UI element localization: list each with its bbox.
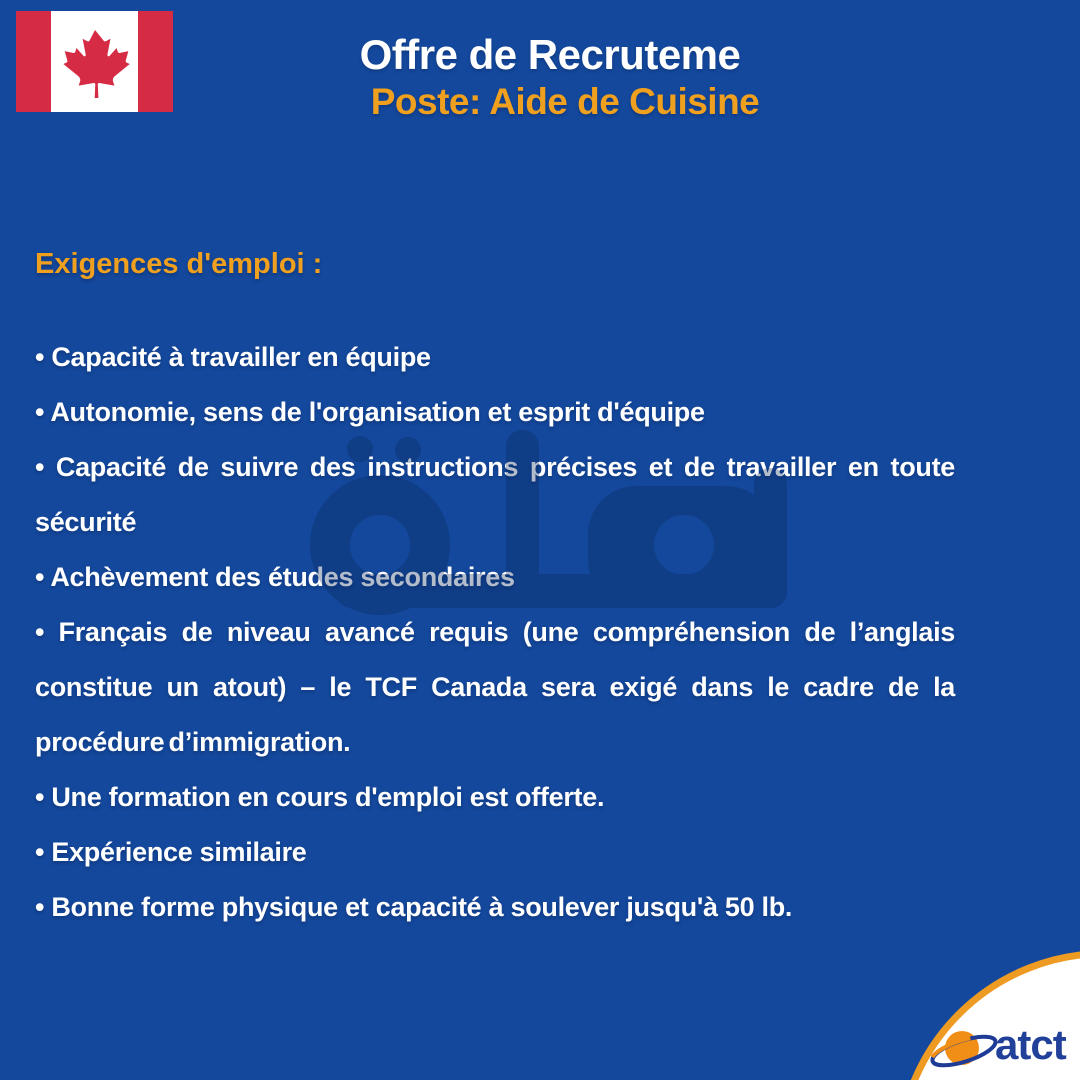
list-item-text: Autonomie, sens de l'organisation et esprit d'équipe xyxy=(50,397,705,427)
flag-red-band-left xyxy=(16,11,51,112)
list-item-text: Une formation en cours d'emploi est offerte. xyxy=(51,782,605,812)
requirements-list xyxy=(35,330,955,935)
list-item xyxy=(35,770,955,825)
bullet-glyph: • xyxy=(35,342,45,372)
header xyxy=(120,30,980,124)
list-item xyxy=(35,825,955,880)
bullet-glyph: • xyxy=(35,452,45,482)
bullet-glyph: • xyxy=(35,782,45,812)
list-item xyxy=(35,550,955,605)
list-item-text: Français de niveau avancé requis (une compréhension de l’anglais constitue un atout) – le TCF Canada sera exigé dans le cadre de la procédure d’immigration. xyxy=(35,617,955,757)
list-item xyxy=(35,385,955,440)
bullet-glyph: • xyxy=(35,562,45,592)
page-subtitle: Poste: Aide de Cuisine xyxy=(370,81,760,122)
bullet-glyph: • xyxy=(35,397,45,427)
page-title: Offre de Recruteme xyxy=(359,31,741,78)
section-heading: Exigences d'emploi : xyxy=(35,248,323,280)
list-item xyxy=(35,440,955,550)
list-item xyxy=(35,330,955,385)
logo-wordmark: atct xyxy=(995,1021,1066,1068)
list-item-text: Achèvement des études secondaires xyxy=(50,562,515,592)
bullet-glyph: • xyxy=(35,892,45,922)
list-item xyxy=(35,605,955,770)
list-item-text: Capacité à travailler en équipe xyxy=(51,342,431,372)
list-item xyxy=(35,880,955,935)
bullet-glyph: • xyxy=(35,617,45,647)
list-item-text: Bonne forme physique et capacité à soulever jusqu'à 50 lb. xyxy=(51,892,793,922)
bullet-glyph: • xyxy=(35,837,45,867)
list-item-text: Expérience similaire xyxy=(51,837,307,867)
list-item-text: Capacité de suivre des instructions précises et de travailler en toute sécurité xyxy=(35,452,955,537)
